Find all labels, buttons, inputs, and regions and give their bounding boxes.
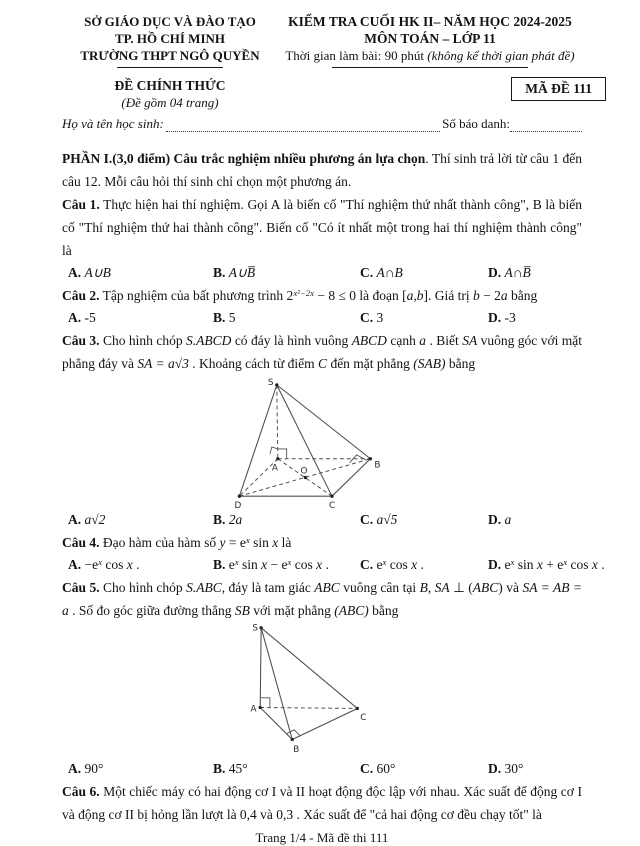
option-b: B. 45° bbox=[213, 761, 248, 776]
right-angle-mark-a bbox=[260, 698, 270, 708]
question-3 bbox=[62, 329, 582, 531]
question-3-label: Câu 3. bbox=[62, 333, 100, 348]
department-name: SỞ GIÁO DỤC VÀ ĐÀO TẠO bbox=[84, 14, 256, 29]
issuing-authority-block bbox=[62, 13, 278, 68]
exam-code: MÃ ĐỀ 111 bbox=[525, 81, 592, 96]
student-name-label: Họ và tên học sinh: bbox=[62, 116, 164, 131]
question-4-options bbox=[62, 554, 605, 576]
question-3-text: Câu 3. Cho hình chóp S.ABCD có đáy là hình vuông ABCD cạnh a . Biết SA vuông góc với mặt phẳng đáy và SA = a√3 . Khoảng cách từ điểm C đến mặt phẳng (SAB) bằng bbox=[62, 333, 583, 371]
question-5-label: Câu 5. bbox=[62, 580, 100, 595]
option-c: C. 3 bbox=[360, 310, 384, 325]
official-exam-label: ĐỀ CHÍNH THỨC bbox=[114, 78, 226, 93]
header-left-divider bbox=[117, 67, 223, 68]
option-a: A. 90° bbox=[68, 761, 104, 776]
question-6-text: Câu 6. Một chiếc máy có hai động cơ I và II hoạt động độc lập với nhau. Xác suất để động cơ I và động cơ II bị hỏng lần lượt là 0,4 và 0,3 . Xác suất để "cả hai động cơ đều chạy tốt" là bbox=[62, 784, 582, 822]
option-b: B. 5 bbox=[213, 310, 236, 325]
question-2-options bbox=[62, 307, 582, 329]
vertex-label-a: A bbox=[250, 704, 257, 715]
exam-duration-text: Thời gian làm bài: 90 phút bbox=[285, 48, 428, 63]
question-2 bbox=[62, 284, 582, 329]
option-a: A. A∪B bbox=[68, 265, 111, 280]
vertex-label-c: C bbox=[360, 713, 367, 724]
vertex-label-b: B bbox=[374, 460, 381, 471]
page-number: Trang 1/4 - Mã đề thi 111 bbox=[255, 830, 389, 845]
pyramid-figure bbox=[180, 377, 480, 509]
exam-subject: MÔN TOÁN – LỚP 11 bbox=[364, 31, 496, 46]
option-c: C. A∩B bbox=[360, 265, 403, 280]
exam-body bbox=[62, 147, 605, 826]
question-5 bbox=[62, 576, 582, 780]
question-2-text: Câu 2. Tập nghiệm của bất phương trình $2^{x^2-2x} - 8 \le 0$ là đoạn [a,b]. Giá trị b − 2a bằng bbox=[62, 287, 538, 303]
option-a: A. $-e^x$ cos x . bbox=[68, 556, 140, 572]
question-1 bbox=[62, 193, 582, 284]
question-2-label: Câu 2. bbox=[62, 288, 100, 303]
page-header bbox=[62, 13, 592, 132]
question-6 bbox=[62, 780, 582, 826]
question-1-label: Câu 1. bbox=[62, 197, 100, 212]
student-id-label: Số báo danh: bbox=[442, 116, 510, 131]
school-name: TRƯỜNG THPT NGÔ QUYỀN bbox=[80, 48, 260, 63]
option-d: D. -3 bbox=[488, 310, 516, 325]
option-d: D. $e^x$ $\sin x + e^x$ cos x . bbox=[488, 556, 605, 572]
vertex-label-c: C bbox=[329, 501, 336, 509]
option-c: C. 60° bbox=[360, 761, 396, 776]
part1-intro: PHẦN I.(3,0 điểm) Câu trắc nghiệm nhiều phương án lựa chọn. Thí sinh trả lời từ câu 1 đến câu 12. Mỗi câu hỏi thí sinh chỉ chọn một phương án. bbox=[62, 151, 583, 189]
exam-duration-note: (không kể thời gian phát đề) bbox=[427, 48, 575, 63]
header-right-divider bbox=[332, 67, 528, 68]
vertex-label-s: S bbox=[252, 623, 258, 634]
angle-mark-a2 bbox=[270, 447, 278, 454]
option-d: D. a bbox=[488, 512, 512, 527]
right-angle-mark-b bbox=[286, 730, 300, 736]
pages-note: (Đề gồm 04 trang) bbox=[121, 95, 219, 110]
option-a: A. a√2 bbox=[68, 512, 106, 527]
page-footer bbox=[62, 830, 582, 846]
option-b: B. 2a bbox=[213, 512, 243, 527]
question-4-text: Câu 4. Đạo hàm của hàm số $y = e^x$ sin x là bbox=[62, 534, 292, 550]
option-c: C. $e^x$ cos x . bbox=[360, 556, 424, 572]
student-info-row bbox=[62, 116, 582, 132]
student-name-line bbox=[166, 118, 440, 132]
right-angle-mark-a bbox=[278, 449, 287, 459]
vertex-label-d: D bbox=[234, 501, 242, 509]
exam-code-box bbox=[511, 77, 606, 101]
city-name: TP. HỒ CHÍ MINH bbox=[114, 31, 226, 46]
exam-title: KIỂM TRA CUỐI HK II– NĂM HỌC 2024-2025 bbox=[288, 14, 572, 29]
option-d: D. A∩B̅ bbox=[488, 265, 531, 280]
option-b: B. $e^x$ $\sin x - e^x$ cos x . bbox=[213, 556, 329, 572]
exam-duration bbox=[278, 47, 582, 64]
question-3-options bbox=[62, 509, 582, 531]
question-4 bbox=[62, 531, 605, 576]
vertex-label-a: A bbox=[271, 463, 278, 474]
exam-title-block bbox=[278, 13, 582, 68]
vertex-label-o: O bbox=[300, 466, 308, 477]
option-a: A. -5 bbox=[68, 310, 96, 325]
official-exam-block bbox=[62, 77, 278, 111]
question-5-text: Câu 5. Cho hình chóp S.ABC, đáy là tam giác ABC vuông cân tại B, SA ⊥ (ABC) và SA = AB = a . Số đo góc giữa đường thẳng SB với mặt phẳng (ABC) bằng bbox=[62, 580, 582, 618]
option-b: B. A∪B̅ bbox=[213, 265, 256, 280]
option-d: D. 30° bbox=[488, 761, 524, 776]
tetrahedron-figure bbox=[213, 622, 388, 758]
question-4-label: Câu 4. bbox=[62, 535, 100, 550]
question-1-text: Câu 1. Thực hiện hai thí nghiệm. Gọi A là biến cố "Thí nghiệm thứ nhất thành công", B là biến cố "Thí nghiệm thứ hai thành công". Biến cố "Có ít nhất một trong hai thí nghiệm thành công" là bbox=[62, 197, 582, 258]
question-1-options bbox=[62, 262, 582, 284]
option-c: C. a√5 bbox=[360, 512, 398, 527]
student-id-line bbox=[510, 118, 582, 132]
question-5-options bbox=[62, 758, 582, 780]
question-6-label: Câu 6. bbox=[62, 784, 100, 799]
vertex-label-s: S bbox=[267, 377, 274, 388]
vertex-label-b: B bbox=[293, 745, 300, 756]
